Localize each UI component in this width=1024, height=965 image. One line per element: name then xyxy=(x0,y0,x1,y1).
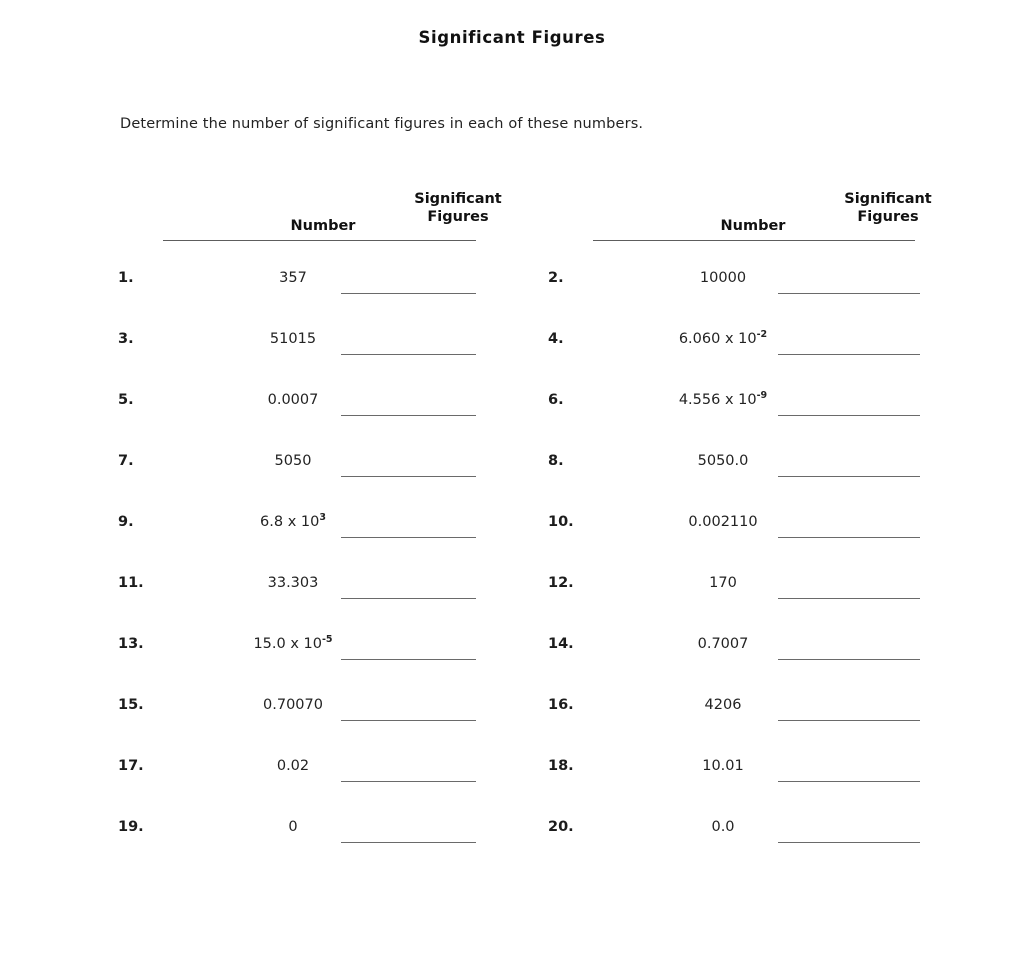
question-number-value: 5050.0 xyxy=(697,453,749,469)
header-divider-rule xyxy=(593,240,915,241)
question-index: 12. xyxy=(548,575,574,591)
answer-blank-line[interactable] xyxy=(778,293,920,294)
answer-blank-line[interactable] xyxy=(778,415,920,416)
answer-blank-line[interactable] xyxy=(778,476,920,477)
question-number-value xyxy=(203,636,383,652)
column-header-significant-figures xyxy=(823,190,953,226)
question-number-value: 0.002110 xyxy=(688,514,758,530)
answer-blank-line[interactable] xyxy=(778,354,920,355)
question-index: 17. xyxy=(118,758,144,774)
page-title: Significant Figures xyxy=(418,28,606,47)
answer-blank-line[interactable] xyxy=(341,537,476,538)
question-number-value: 4206 xyxy=(704,697,742,713)
question-number-value: 0.70070 xyxy=(263,697,323,713)
number-exponent: -9 xyxy=(756,390,768,402)
question-index: 1. xyxy=(118,270,134,286)
question-number-value: 5050 xyxy=(274,453,312,469)
question-number-value xyxy=(203,514,383,530)
question-index: 15. xyxy=(118,697,144,713)
question-index: 14. xyxy=(548,636,574,652)
question-number-value: 0.02 xyxy=(276,758,310,774)
answer-blank-line[interactable] xyxy=(341,415,476,416)
question-number-value: 0.0 xyxy=(711,819,735,835)
question-number-value: 0 xyxy=(288,819,298,835)
question-index: 7. xyxy=(118,453,134,469)
number-mantissa: 15.0 x 10 xyxy=(253,636,322,652)
instruction-text: Determine the number of significant figures in each of these numbers. xyxy=(120,116,644,132)
answer-blank-line[interactable] xyxy=(341,293,476,294)
column-header-significant-figures-line2: Figures xyxy=(427,209,489,226)
answer-blank-line[interactable] xyxy=(341,659,476,660)
question-index: 11. xyxy=(118,575,144,591)
question-index: 5. xyxy=(118,392,134,408)
question-number-value: 357 xyxy=(279,270,307,286)
question-number-value: 170 xyxy=(709,575,737,591)
question-index: 3. xyxy=(118,331,134,347)
question-index: 18. xyxy=(548,758,574,774)
question-index: 4. xyxy=(548,331,564,347)
question-index: 13. xyxy=(118,636,144,652)
answer-blank-line[interactable] xyxy=(778,842,920,843)
answer-blank-line[interactable] xyxy=(341,598,476,599)
question-index: 8. xyxy=(548,453,564,469)
number-exponent: -5 xyxy=(321,634,333,646)
answer-blank-line[interactable] xyxy=(341,720,476,721)
answer-blank-line[interactable] xyxy=(341,781,476,782)
answer-blank-line[interactable] xyxy=(341,476,476,477)
question-number-value xyxy=(633,392,813,408)
answer-blank-line[interactable] xyxy=(778,537,920,538)
question-index: 6. xyxy=(548,392,564,408)
answer-blank-line[interactable] xyxy=(341,354,476,355)
column-header-number: Number xyxy=(290,218,356,234)
question-number-value: 10.01 xyxy=(702,758,744,774)
header-divider-rule xyxy=(163,240,476,241)
column-header-number: Number xyxy=(720,218,786,234)
column-header-significant-figures-line1: Significant xyxy=(844,191,932,207)
answer-blank-line[interactable] xyxy=(778,720,920,721)
answer-blank-line[interactable] xyxy=(341,842,476,843)
question-index: 19. xyxy=(118,819,144,835)
question-number-value: 0.7007 xyxy=(697,636,749,652)
number-exponent: -2 xyxy=(756,329,768,341)
question-index: 20. xyxy=(548,819,574,835)
number-mantissa: 4.556 x 10 xyxy=(678,392,757,408)
question-number-value: 0.0007 xyxy=(267,392,319,408)
column-header-significant-figures-line1: Significant xyxy=(414,191,502,207)
question-index: 10. xyxy=(548,514,574,530)
question-number-value: 51015 xyxy=(269,331,317,347)
question-index: 9. xyxy=(118,514,134,530)
number-exponent: 3 xyxy=(319,512,326,524)
number-mantissa: 6.060 x 10 xyxy=(678,331,757,347)
question-index: 16. xyxy=(548,697,574,713)
question-index: 2. xyxy=(548,270,564,286)
column-header-significant-figures-line2: Figures xyxy=(857,209,919,226)
answer-blank-line[interactable] xyxy=(778,659,920,660)
question-number-value: 33.303 xyxy=(267,575,319,591)
answer-blank-line[interactable] xyxy=(778,781,920,782)
number-mantissa: 6.8 x 10 xyxy=(260,514,320,530)
question-number-value xyxy=(633,331,813,347)
answer-blank-line[interactable] xyxy=(778,598,920,599)
column-header-significant-figures xyxy=(393,190,523,226)
question-number-value: 10000 xyxy=(699,270,747,286)
